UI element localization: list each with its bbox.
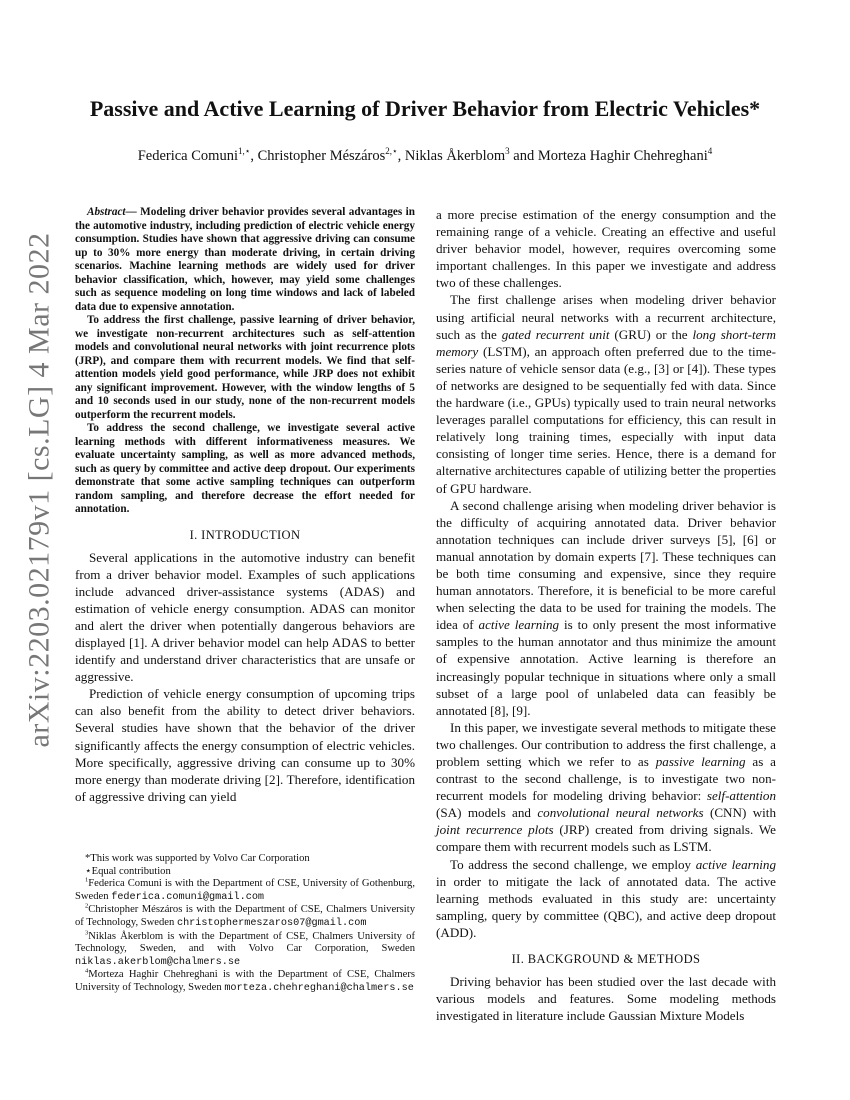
text-run: (CNN) with xyxy=(703,805,776,821)
term-emphasis: long short-term memory xyxy=(436,326,776,359)
footnote-mark: 1 xyxy=(85,876,89,884)
text-run: In this paper, we investigate several methods to mitigate these two challenges. Our contribution to address the first challenge, a problem setting which we refer to as xyxy=(436,719,776,769)
term-emphasis: active learning xyxy=(478,617,560,633)
body-paragraph xyxy=(436,719,776,856)
left-column xyxy=(75,206,415,805)
author-name: Christopher Mészáros xyxy=(257,148,386,164)
text-run: (LSTM), an approach often preferred due to the time-series nature of vehicle sensor data (e.g., [3] or [4]). These types of networks are designed to be sequentially fed with data. Since the hardware (i.e., GPUs) typically used to train neural networks leverages parallel computations for efficiency, this can result in relatively long training times, especially with input data consisting of longer time series. Hence, there is a demand for alternative architectures capable of utilizing better the properties of GPU hardware. xyxy=(436,343,776,496)
term-emphasis: passive learning xyxy=(655,754,746,769)
body-paragraph xyxy=(436,497,776,719)
paper-title: Passive and Active Learning of Driver Behavior from Electric Vehicles* xyxy=(89,96,761,121)
email-address: morteza.chehreghani@chalmers.se xyxy=(224,982,414,994)
footnote-text: Niklas Åkerblom is with the Department of CSE, Chalmers University of Technology, Sweden, and with Volvo Car Corporation, Sweden xyxy=(75,930,415,955)
abstract-text: Modeling driver behavior provides several advantages in the automotive industry, including prediction of electric vehicle energy consumption. Studies have shown that aggressive driving can consume up to 30% more energy than moderate driving, in certain driving scenarios. Machine learning methods are widely used for driver behavior classification, which, however, may yield some challenges such as sequence modeling on long time windows and lack of labeled data due to expensive annotation. xyxy=(75,206,415,313)
text-run: (SA) models and xyxy=(436,805,538,821)
text-run: (GRU) or the xyxy=(609,326,693,342)
term-emphasis: convolutional neural networks xyxy=(537,805,704,821)
body-paragraph: Prediction of vehicle energy consumption of upcoming trips can also benefit from the ability to detect driver behaviors. Several studies have shown that the behavior of the driver significantly affects the energy consumption of electric vehicles. More specifically, aggressive driving can consume up to 30% more energy than moderate driving [2]. Therefore, identification of aggressive driving can yield xyxy=(75,686,415,804)
term-emphasis: joint recurrence plots xyxy=(436,822,554,838)
footnote xyxy=(75,931,415,970)
abstract-paragraph: To address the first challenge, passive learning of driver behavior, we investigate non-recurrent architectures such as self-attention models and convolutional neural networks with joint recurrence plots (JRP), and compare them with recurrent models. We find that self-attention models yield good performance, while JRP does not exhibit any significant improvement. However, with the window lengths of 5 and 10 seconds used in our study, none of the non-recurrent models outperform the recurrent models. xyxy=(75,314,415,421)
footnote xyxy=(75,969,415,995)
footnote-text: Federica Comuni is with the Department of CSE, University of Gothenburg, Sweden xyxy=(75,878,415,902)
author-separator: , xyxy=(397,148,405,164)
abstract-dash: — xyxy=(125,206,141,218)
arxiv-sidebar-stamp xyxy=(20,232,60,748)
text-run: (JRP) created from driving signals. We compare them with recurrent models such as LSTM. xyxy=(436,822,776,855)
author-list xyxy=(70,146,780,166)
body-paragraph xyxy=(436,291,776,496)
abstract-label: Abstract xyxy=(87,206,126,218)
email-address: federica.comuni@gmail.com xyxy=(111,891,265,903)
term-emphasis: gated recurrent unit xyxy=(501,326,610,342)
text-run: A second challenge arising when modeling driver behavior is the difficulty of acquiring annotated data. Driver behavior annotation techniques can include driver surveys [5], [6] or manual annotation by domain experts [7]. These techniques can be both time consuming and expensive, since they require human annotators. Therefore, it is beneficial to be more careful when selecting the data to be used for training the models. The idea of xyxy=(436,497,776,633)
text-run: The first challenge arises when modeling driver behavior using artificial neural networks with a recurrent architecture, such as the xyxy=(436,292,776,342)
footnote xyxy=(75,904,415,930)
footnote-mark: 4 xyxy=(85,967,89,975)
author-affiliation-mark: 2,⋆ xyxy=(385,146,398,157)
body-paragraph: Several applications in the automotive industry can benefit from a driver behavior model. Examples of such applications include advanced driver-assistance systems (ADAS) and estimation of vehicle energy consumption. ADAS can monitor and alert the driver when potentially dangerous behaviors are displayed [1]. A driver behavior model can help ADAS to better identify and understand driver characteristics that are unsafe or aggressive. xyxy=(75,549,415,685)
abstract-paragraph xyxy=(75,206,415,314)
author-affiliation-mark: 3 xyxy=(505,146,510,157)
footnote xyxy=(75,878,415,904)
author-affiliation-mark: 1,⋆ xyxy=(237,146,251,157)
footnote-mark: 2 xyxy=(85,902,89,910)
abstract-paragraph: To address the second challenge, we investigate several active learning methods with different informativeness measures. We evaluate uncertainty sampling, as well as more advanced methods, such as query by committee and active deep dropout. Our experiments demonstrate that some active sampling techniques can outperform random sampling, and therefore decrease the effort needed for annotation. xyxy=(75,422,415,515)
email-address: niklas.akerblom@chalmers.se xyxy=(75,956,241,968)
body-paragraph: a more precise estimation of the energy consumption and the remaining range of a vehicle. Creating an effective and useful driver behavior model, however, requires overcoming some important challenges. In this paper we investigate and address two of these challenges. xyxy=(436,207,776,291)
text-run: is to only present the most informative samples to the human annotator and thus minimize the amount of expensive annotation. Active learning is therefore an increasingly popular technique in situations where only a small subset of a large pool of unlabeled data can feasibly be annotated [8], [9]. xyxy=(436,617,777,718)
author-name: Federica Comuni xyxy=(137,148,238,164)
abstract xyxy=(75,206,415,517)
section-heading: I. INTRODUCTION xyxy=(189,527,301,542)
text-run: in order to mitigate the lack of annotated data. The active learning methods evaluated in this study are: uncertainty sampling, query by committee (QBC), and active deep dropout (ADD). xyxy=(436,873,776,940)
footnote: *This work was supported by Volvo Car Corporation xyxy=(85,853,310,864)
footnotes xyxy=(75,853,415,996)
term-emphasis: self-attention xyxy=(706,788,776,804)
author-affiliation-mark: 4 xyxy=(707,146,713,157)
footnote-mark: 3 xyxy=(85,929,89,937)
term-emphasis: active learning xyxy=(695,856,776,872)
footnote-text: Christopher Mészáros is with the Department of CSE, Chalmers University of Technology, Sweden xyxy=(75,904,415,928)
body-paragraph xyxy=(436,856,776,941)
text-run: To address the second challenge, we employ xyxy=(450,856,696,872)
text-run: as a contrast to the second challenge, is to investigate two non-recurrent models for modeling driving behavior: xyxy=(436,754,776,804)
author-separator: , xyxy=(250,148,258,164)
footnote: ⋆Equal contribution xyxy=(85,865,171,877)
footnote-text: Morteza Haghir Chehreghani is with the Department of CSE, Chalmers University of Technology, Sweden xyxy=(75,969,415,993)
author-name: Niklas Åkerblom xyxy=(404,148,506,164)
author-name: Morteza Haghir Chehreghani xyxy=(537,148,708,164)
author-separator: and xyxy=(509,148,538,164)
arxiv-identifier: arXiv:2203.02179v1 [cs.LG] 4 Mar 2022 xyxy=(23,232,56,748)
email-address: christophermeszaros07@gmail.com xyxy=(176,917,367,929)
introduction-section xyxy=(75,528,415,805)
right-column xyxy=(436,206,776,1024)
body-paragraph: Driving behavior has been studied over the last decade with various models and features. Some modeling methods investigated in literature include Gaussian Mixture Models xyxy=(436,974,776,1024)
section-heading: II. BACKGROUND & METHODS xyxy=(511,952,701,967)
